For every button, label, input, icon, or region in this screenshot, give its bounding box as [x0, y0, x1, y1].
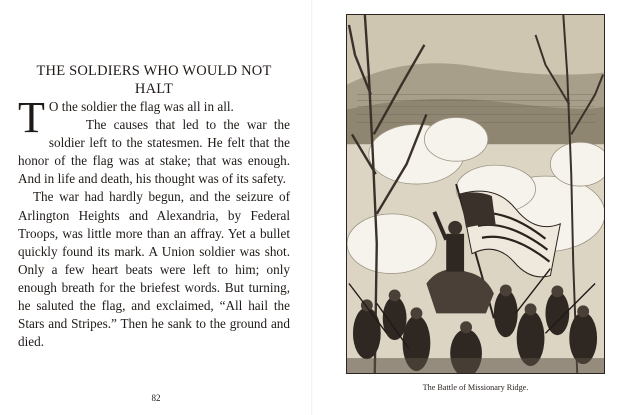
- paragraph-2: The war had hardly begun, and the seizure of Arlington Heights and Alexandria, by Federal Troops, was little more than an affray. Yet a bullet quickly found its mark. A Union soldier was shot. Only a few heart beats were left to him; only enough breath for the briefest words. But turning, he saluted the flag, and exclaimed, “All hail the Stars and Stripes.” Then he sank to the ground and died.: [18, 189, 290, 350]
- battle-illustration-drawing: [347, 15, 604, 373]
- illustration-caption: The Battle of Missionary Ridge.: [422, 383, 529, 392]
- paragraph-1-continued: The causes that led to the war the soldier left to the statesmen. He felt that the honor of the flag was at stake; that was enough. And in life and death, his thought was of its safety.: [18, 117, 290, 187]
- chapter-title-line-1: THE SOLDIERS WHO WOULD NOT: [36, 63, 272, 79]
- chapter-title: [18, 62, 290, 98]
- paragraph-1-lead: O the soldier the flag was all in all.: [48, 99, 234, 114]
- battle-illustration: [346, 14, 605, 374]
- drop-cap: T: [18, 93, 45, 142]
- body-text: [18, 93, 290, 351]
- chapter-title-line-2: HALT: [134, 81, 174, 97]
- page-number: 82: [151, 393, 161, 403]
- paragraph-1: [18, 93, 290, 142]
- right-page: [312, 0, 624, 415]
